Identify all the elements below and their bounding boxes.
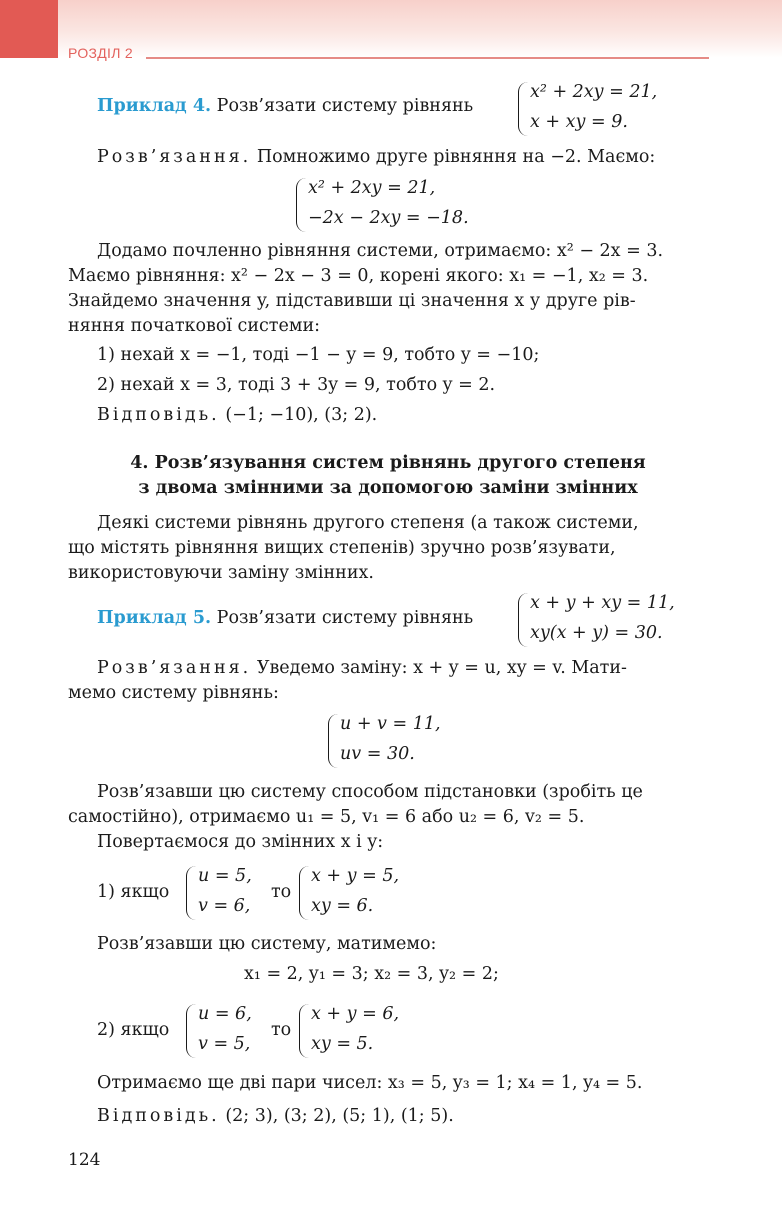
page-number: 124 <box>68 1150 101 1170</box>
case-line: 2) нехай x = 3, тоді 3 + 3y = 9, тобто y = 2. <box>97 375 496 395</box>
header-rule <box>146 57 709 59</box>
brace <box>186 866 196 920</box>
solution5-system <box>328 712 468 770</box>
paragraph-line: Розв’язавши цю систему, матимемо: <box>97 934 437 954</box>
system-line: xy = 5. <box>311 1034 374 1054</box>
system-line: xy = 6. <box>311 896 374 916</box>
brace <box>299 1004 309 1058</box>
paragraph-line: Розв’язавши цю систему способом підстановки (зробіть це <box>97 782 643 802</box>
paragraph-line: Повертаємося до змінних x і y: <box>97 832 384 852</box>
system-line: x + y = 5, <box>311 866 400 886</box>
paragraph-line: няння початкової системи: <box>68 316 321 336</box>
example4-task: Розв’язати систему рівнянь <box>216 96 474 116</box>
paragraph-line: Маємо рівняння: x² − 2x − 3 = 0, корені якого: x₁ = −1, x₂ = 3. <box>68 266 649 286</box>
paragraph-line: використовуючи заміну змінних. <box>68 563 374 583</box>
answer-text: (2; 3), (3; 2), (5; 1), (1; 5). <box>225 1106 454 1126</box>
paragraph-line: самостійно), отримаємо u₁ = 5, v₁ = 6 або u₂ = 6, v₂ = 5. <box>68 807 585 827</box>
solution5-text: Уведемо заміну: x + y = u, xy = v. Мати- <box>256 658 627 678</box>
brace <box>518 593 528 647</box>
brace <box>518 82 528 136</box>
case2-left-system <box>186 1002 266 1060</box>
brace <box>186 1004 196 1058</box>
solution5-intro <box>97 658 627 678</box>
system-line: −2x − 2xy = −18. <box>308 208 469 228</box>
paragraph-line: Отримаємо ще дві пари чисел: x₃ = 5, y₃ = 1; x₄ = 1, y₄ = 5. <box>97 1073 643 1093</box>
system-line: u + v = 11, <box>340 714 441 734</box>
system-line: uv = 30. <box>340 744 415 764</box>
brace <box>328 714 338 768</box>
system-line: x + y = 6, <box>311 1004 400 1024</box>
solution4-system <box>296 176 496 234</box>
solution-word: Розв’язання. <box>97 658 252 678</box>
case-line: 1) нехай x = −1, тоді −1 − y = 9, тобто y = −10; <box>97 345 540 365</box>
solution4-intro <box>97 147 655 167</box>
paragraph-line: Додамо почленно рівняння системи, отримаємо: x² − 2x = 3. <box>97 241 664 261</box>
case2-prefix: 2) якщо <box>97 1020 170 1040</box>
case1-prefix: 1) якщо <box>97 882 170 902</box>
solution-word: Розв’язання. <box>97 147 252 167</box>
example5-statement <box>97 608 473 628</box>
brace <box>299 866 309 920</box>
system-line: u = 6, <box>198 1004 252 1024</box>
answer-text: (−1; −10), (3; 2). <box>225 405 378 425</box>
solution4-text: Помножимо друге рівняння на −2. Маємо: <box>256 147 656 167</box>
paragraph-line: Знайдемо значення y, підставивши ці значення x у друге рів- <box>68 291 636 311</box>
system-line: v = 5, <box>198 1034 251 1054</box>
case1-left-system <box>186 864 266 922</box>
case2-right-system <box>299 1002 429 1060</box>
example4-system <box>518 80 688 138</box>
example5-label: Приклад 5. <box>97 608 212 628</box>
case1-right-system <box>299 864 429 922</box>
system-line: x² + 2xy = 21, <box>530 82 658 102</box>
section-label: РОЗДІЛ 2 <box>68 45 134 61</box>
chapter-tab <box>0 0 58 58</box>
example4-label: Приклад 4. <box>97 96 212 116</box>
to-word: то <box>271 1020 292 1040</box>
to-word: то <box>271 882 292 902</box>
brace <box>296 178 306 232</box>
paragraph-line: що містять рівняння вищих степенів) зручно розв’язувати, <box>68 538 616 558</box>
system-line: u = 5, <box>198 866 252 886</box>
example5-system <box>518 591 708 649</box>
system-line: x + xy = 9. <box>530 112 628 132</box>
example4-statement <box>97 96 473 116</box>
system-line: xy(x + y) = 30. <box>530 623 663 643</box>
case1-result: x₁ = 2, y₁ = 3; x₂ = 3, y₂ = 2; <box>244 964 499 984</box>
paragraph-line: Деякі системи рівнянь другого степеня (а також системи, <box>97 513 639 533</box>
system-line: x + y + xy = 11, <box>530 593 675 613</box>
system-line: v = 6, <box>198 896 251 916</box>
answer-word: Відповідь. <box>97 1106 220 1126</box>
heading-line: 4. Розв’язування систем рівнянь другого степеня <box>130 453 646 473</box>
heading-line: з двома змінними за допомогою заміни змінних <box>138 478 638 498</box>
answer-word: Відповідь. <box>97 405 220 425</box>
paragraph-line: мемо систему рівнянь: <box>68 683 279 703</box>
answer-line <box>97 405 377 425</box>
answer-line <box>97 1106 454 1126</box>
section-heading <box>68 451 708 501</box>
example5-task: Розв’язати систему рівнянь <box>216 608 474 628</box>
system-line: x² + 2xy = 21, <box>308 178 436 198</box>
